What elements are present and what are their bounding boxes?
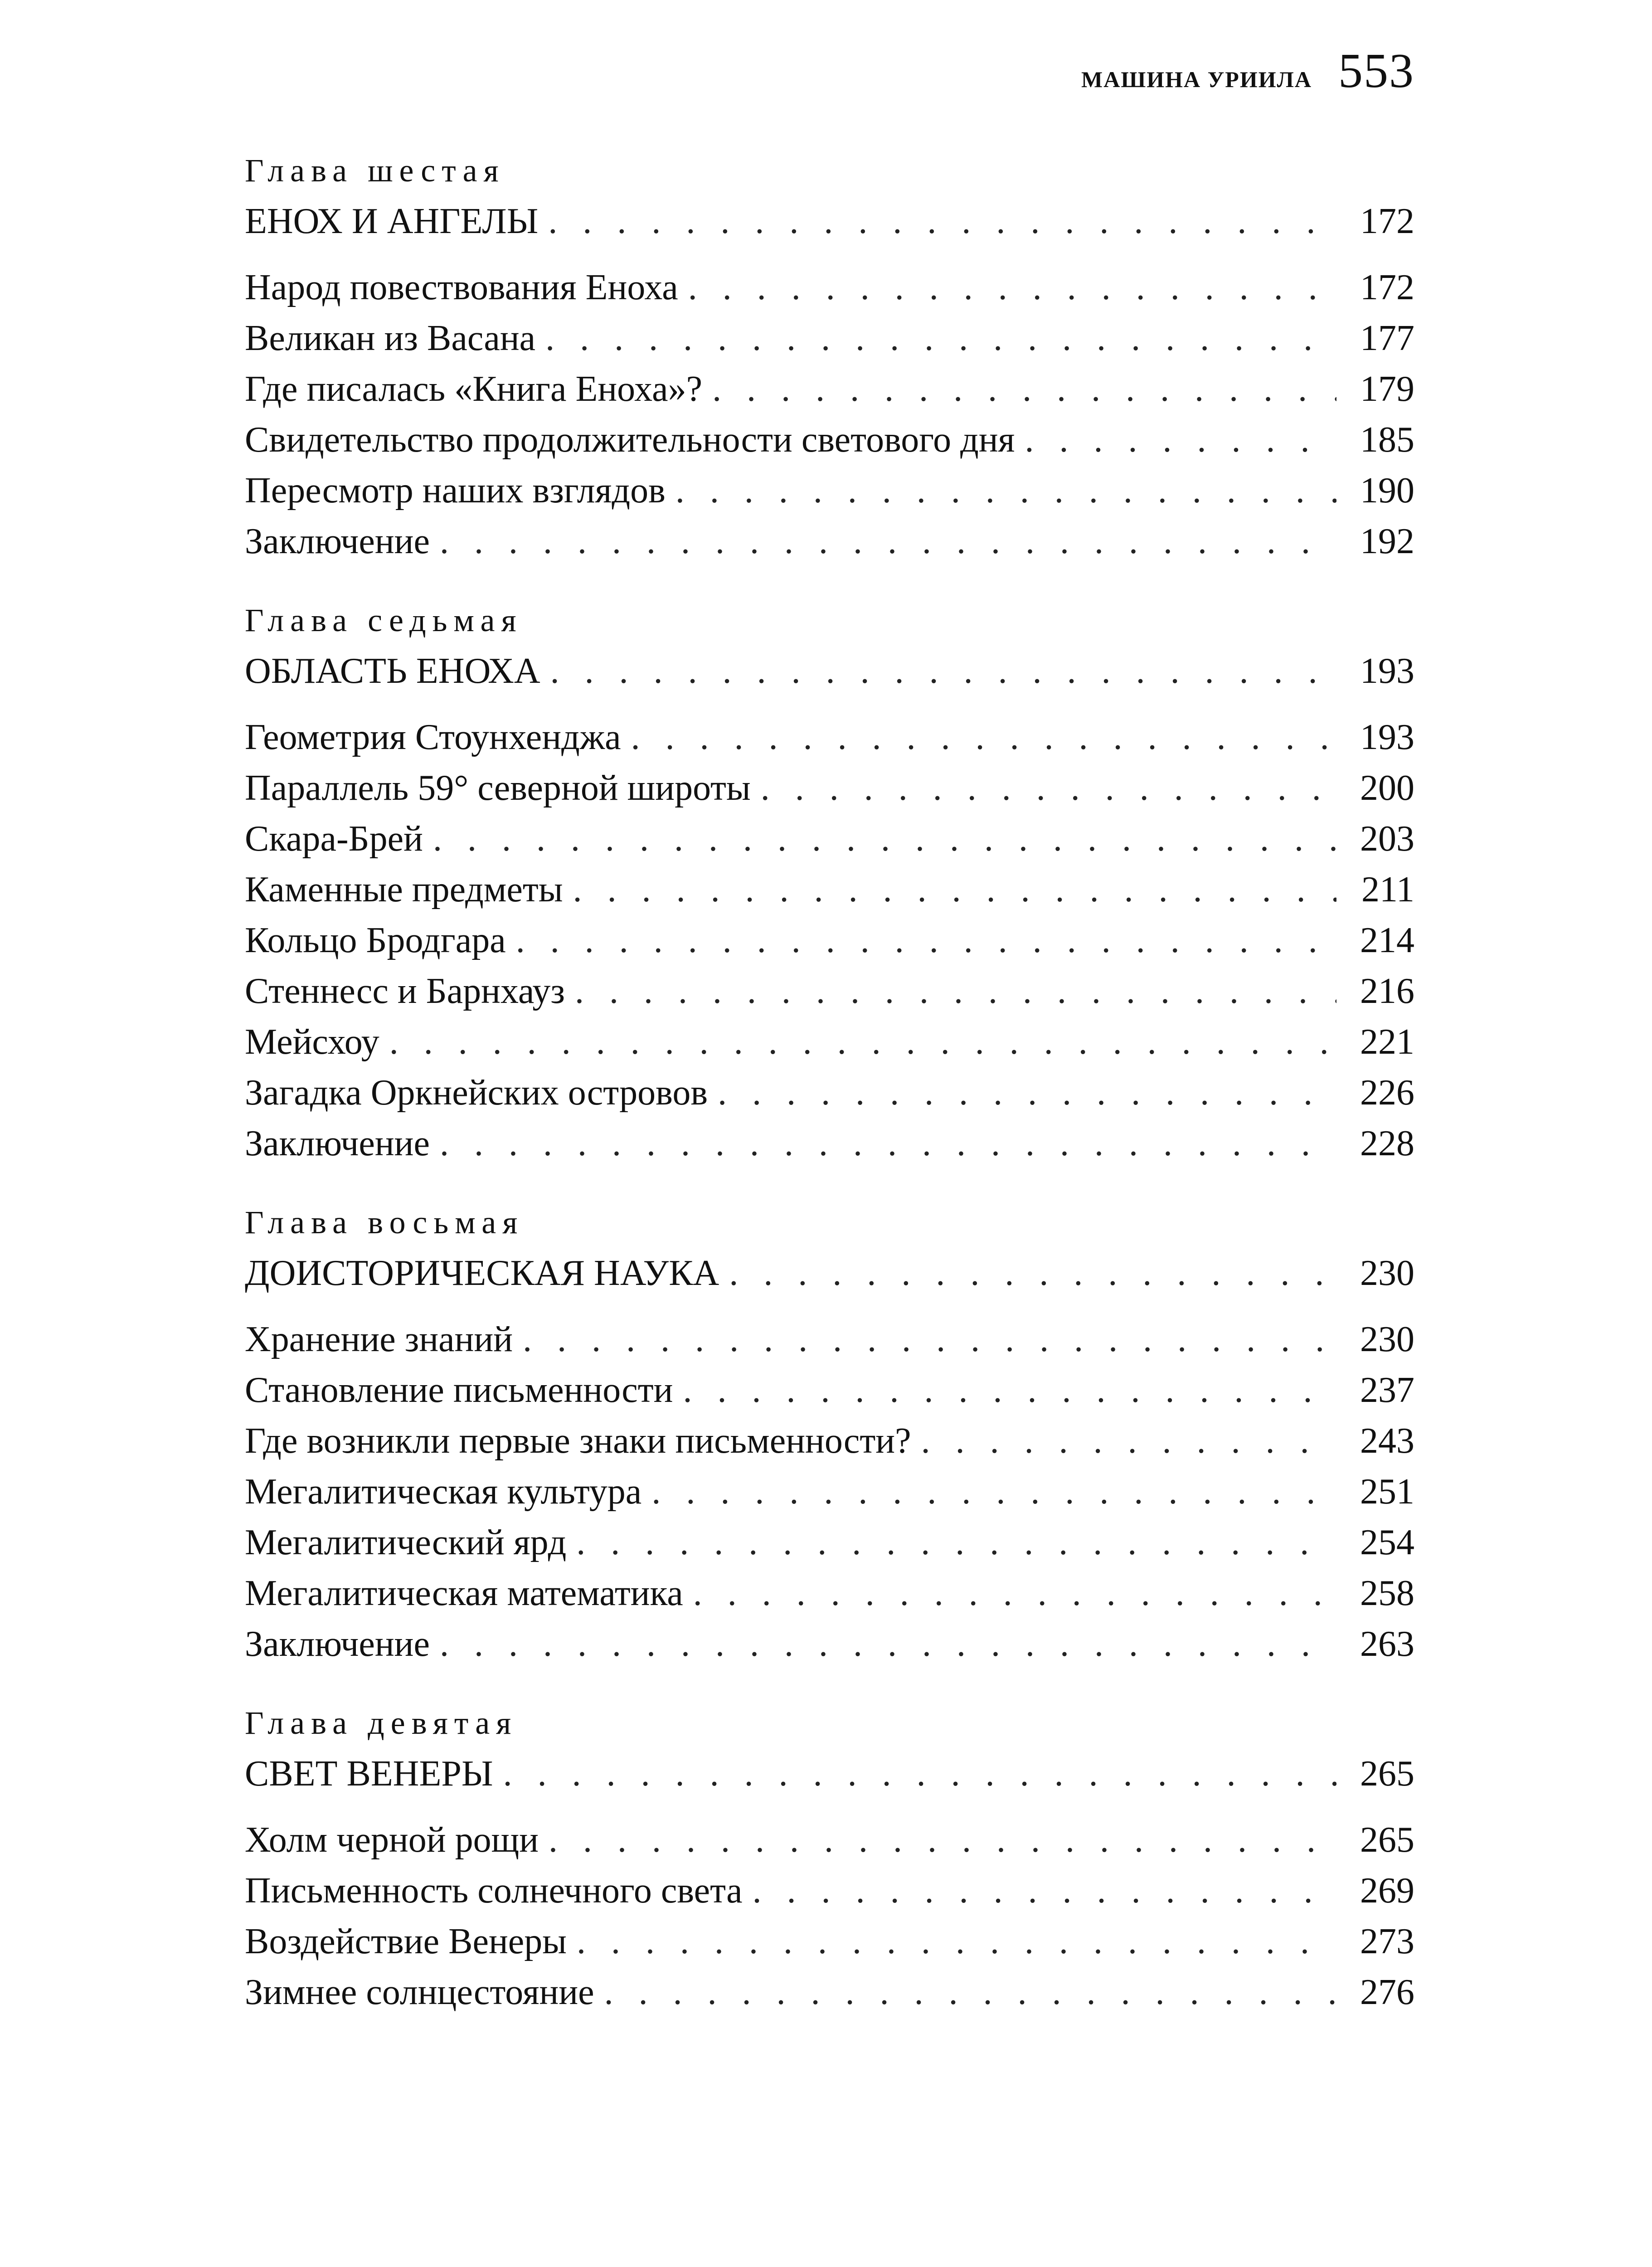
entry-page: 243	[1360, 1421, 1414, 1461]
dot-leader	[523, 1314, 1336, 1365]
toc-entry	[245, 966, 1414, 1017]
toc-entry	[245, 313, 1414, 364]
dot-leader	[688, 262, 1336, 313]
toc-entry	[245, 1865, 1414, 1916]
dot-leader	[433, 813, 1336, 864]
entry-title: Кольцо Бродгара	[245, 920, 506, 960]
entry-title: Заключение	[245, 1624, 430, 1664]
running-title: МАШИНА УРИИЛА	[1081, 67, 1312, 92]
chapter-page: 265	[1360, 1754, 1414, 1794]
entry-page: 228	[1360, 1124, 1414, 1163]
entry-page: 216	[1360, 971, 1414, 1011]
dot-leader	[576, 1517, 1336, 1568]
toc-entry	[245, 1815, 1414, 1865]
toc-entry	[245, 1416, 1414, 1466]
dot-leader	[683, 1365, 1337, 1416]
entry-page: 254	[1360, 1523, 1414, 1562]
entry-title: Стеннесс и Барнхауз	[245, 971, 565, 1011]
entry-title: Мейсхоу	[245, 1022, 379, 1062]
chapter-page: 172	[1360, 201, 1414, 241]
entry-page: 269	[1360, 1871, 1414, 1911]
toc-entry	[245, 1118, 1414, 1169]
entry-title: Каменные предметы	[245, 870, 563, 910]
toc-entry	[245, 1314, 1414, 1365]
dot-leader	[729, 1248, 1336, 1299]
entry-page: 179	[1360, 369, 1414, 409]
entry-page: 226	[1360, 1073, 1414, 1113]
dot-leader	[550, 646, 1336, 696]
entry-title: Холм черной рощи	[245, 1820, 539, 1860]
book-page	[245, 43, 1414, 2267]
dot-leader	[921, 1416, 1336, 1466]
entry-page: 190	[1360, 471, 1414, 511]
entry-page: 172	[1360, 268, 1414, 307]
entry-page: 258	[1360, 1573, 1414, 1613]
toc-entry	[245, 1017, 1414, 1067]
dot-leader	[753, 1865, 1336, 1916]
entry-title: Письменность солнечного света	[245, 1871, 743, 1911]
chapter-title: ОБЛАСТЬ ЕНОХА	[245, 651, 540, 691]
dot-leader	[718, 1067, 1336, 1118]
toc-entry	[245, 516, 1414, 567]
chapter-page: 230	[1360, 1253, 1414, 1293]
dot-leader	[761, 763, 1336, 813]
entry-title: Свидетельство продолжительности светового дня	[245, 420, 1015, 460]
entry-title: Мегалитический ярд	[245, 1523, 567, 1562]
entry-title: Становление письменности	[245, 1370, 673, 1410]
chapter-8	[245, 1197, 1414, 1669]
entry-title: Заключение	[245, 521, 430, 561]
entry-page: 177	[1360, 318, 1414, 358]
entry-page: 211	[1361, 870, 1414, 910]
entry-title: Народ повествования Еноха	[245, 268, 678, 307]
dot-leader	[573, 864, 1336, 915]
entry-page: 200	[1360, 768, 1414, 808]
toc-entry	[245, 915, 1414, 966]
dot-leader	[604, 1967, 1336, 2018]
dot-leader	[577, 1916, 1336, 1967]
table-of-contents	[245, 145, 1414, 2046]
chapter-title: ЕНОХ И АНГЕЛЫ	[245, 201, 539, 241]
chapter-title-entry	[245, 1248, 1414, 1299]
entry-title: Где возникли первые знаки письменности?	[245, 1421, 911, 1461]
entry-page: 276	[1360, 1972, 1414, 2012]
entry-page: 263	[1360, 1624, 1414, 1664]
entry-title: Параллель 59° северной широты	[245, 768, 751, 808]
entry-page: 230	[1360, 1319, 1414, 1359]
toc-entry	[245, 1967, 1414, 2018]
entry-page: 237	[1360, 1370, 1414, 1410]
toc-entry	[245, 1568, 1414, 1619]
running-head	[1081, 43, 1414, 107]
dot-leader	[440, 1118, 1336, 1169]
chapter-title-entry	[245, 196, 1414, 247]
dot-leader	[575, 966, 1336, 1017]
toc-entry	[245, 763, 1414, 813]
page-number: 553	[1338, 44, 1414, 98]
dot-leader	[693, 1568, 1336, 1619]
dot-leader	[516, 915, 1336, 966]
entry-page: 193	[1360, 717, 1414, 757]
entry-title: Мегалитическая математика	[245, 1573, 683, 1613]
chapter-title: ДОИСТОРИЧЕСКАЯ НАУКА	[245, 1253, 719, 1293]
entry-title: Геометрия Стоунхенджа	[245, 717, 621, 757]
dot-leader	[712, 364, 1336, 414]
dot-leader	[503, 1748, 1336, 1799]
toc-entry	[245, 364, 1414, 414]
dot-leader	[675, 465, 1336, 516]
toc-entry	[245, 1365, 1414, 1416]
chapter-title-entry	[245, 646, 1414, 696]
chapter-page: 193	[1360, 651, 1414, 691]
toc-entry	[245, 1619, 1414, 1669]
toc-entry	[245, 1916, 1414, 1967]
toc-entry	[245, 1517, 1414, 1568]
toc-entry	[245, 262, 1414, 313]
dot-leader	[549, 1815, 1336, 1865]
toc-entry	[245, 864, 1414, 915]
entry-page: 192	[1360, 521, 1414, 561]
dot-leader	[651, 1466, 1336, 1517]
dot-leader	[631, 712, 1336, 763]
chapter-9	[245, 1698, 1414, 2018]
entry-title: Пересмотр наших взглядов	[245, 471, 666, 511]
entry-page: 221	[1360, 1022, 1414, 1062]
entry-title: Зимнее солнцестояние	[245, 1972, 594, 2012]
dot-leader	[440, 1619, 1336, 1669]
entry-page: 273	[1360, 1922, 1414, 1961]
entry-title: Скара-Брей	[245, 819, 423, 859]
chapter-label: Глава девятая	[245, 1705, 518, 1741]
toc-entry	[245, 712, 1414, 763]
chapter-title-entry	[245, 1748, 1414, 1799]
dot-leader	[548, 196, 1336, 247]
entry-title: Мегалитическая культура	[245, 1472, 642, 1512]
entry-title: Загадка Оркнейских островов	[245, 1073, 708, 1113]
chapter-6	[245, 145, 1414, 567]
entry-page: 203	[1360, 819, 1414, 859]
entry-title: Хранение знаний	[245, 1319, 513, 1359]
entry-page: 185	[1360, 420, 1414, 460]
entry-title: Где писалась «Книга Еноха»?	[245, 369, 703, 409]
entry-page: 251	[1360, 1472, 1414, 1512]
entry-title: Воздействие Венеры	[245, 1922, 567, 1961]
dot-leader	[1025, 414, 1336, 465]
entry-title: Великан из Васана	[245, 318, 536, 358]
chapter-label: Глава восьмая	[245, 1204, 524, 1241]
entry-page: 214	[1360, 920, 1414, 960]
chapter-title: СВЕТ ВЕНЕРЫ	[245, 1754, 493, 1794]
toc-entry	[245, 465, 1414, 516]
chapter-7	[245, 595, 1414, 1169]
toc-entry	[245, 813, 1414, 864]
chapter-label: Глава шестая	[245, 152, 505, 189]
toc-entry	[245, 414, 1414, 465]
dot-leader	[545, 313, 1336, 364]
toc-entry	[245, 1067, 1414, 1118]
toc-entry	[245, 1466, 1414, 1517]
entry-title: Заключение	[245, 1124, 430, 1163]
entry-page: 265	[1360, 1820, 1414, 1860]
dot-leader	[389, 1017, 1336, 1067]
dot-leader	[440, 516, 1336, 567]
chapter-label: Глава седьмая	[245, 602, 523, 638]
